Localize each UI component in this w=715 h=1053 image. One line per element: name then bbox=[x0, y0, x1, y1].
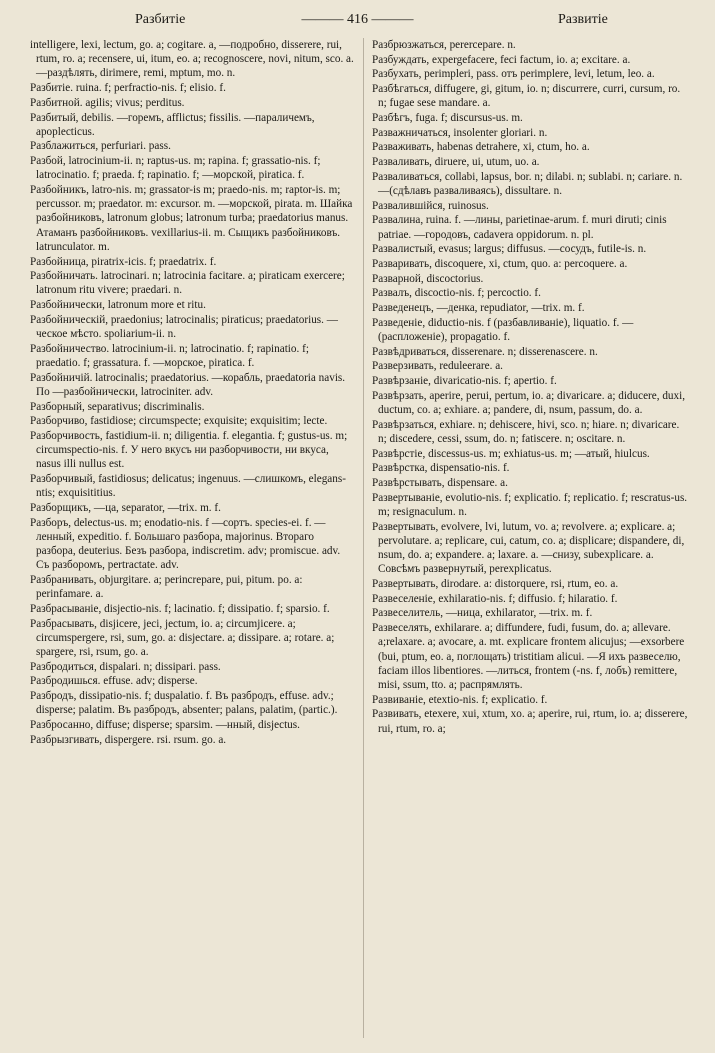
dictionary-entry: Разваривать, discoquere, xi, ctum, quo. a: percoquere. a. bbox=[372, 258, 628, 271]
dictionary-entry: Разборщикъ, —ца, separator, —trix. m. f. bbox=[30, 502, 221, 514]
dictionary-entry: Развалившійся, ruinosus. bbox=[372, 199, 489, 212]
dictionary-entry: Разбитый, debilis. —горемъ, afflictus; fissilis. —параличемъ, apoplecticus. bbox=[30, 111, 315, 138]
dictionary-entry: Разборчиво, fastidiose; circumspecte; exquisite; exquisitim; lecte. bbox=[30, 415, 328, 428]
dictionary-entry: Разваживать, habenas detrahere, xi, ctum, ho. a. bbox=[372, 141, 590, 154]
dictionary-entry: Разверзивать, reduleerare. a. bbox=[372, 360, 503, 373]
dictionary-entry: Развеселитель, —ница, exhilarator, —trix. m. f. bbox=[372, 607, 593, 620]
dictionary-entry: Разбойница, piratrix-icis. f; praedatrix. f. bbox=[30, 255, 217, 268]
dictionary-entry: Разборъ, delectus-us. m; enodatio-nis. f —сортъ. species-ei. f. —ленный, expeditio. f. Большаго разбора, majorinus. Втораго разбора, deuterius. Безъ разбора, indiscretim. adv; promiscue. adv. Съ разборомъ, pertractate. adv. bbox=[30, 516, 341, 572]
dictionary-entry: Разбойничать. latrocinari. n; latrocinia facitare. a; piraticam exercere; latronum ritu vivere; praedari. n. bbox=[30, 270, 345, 297]
dictionary-entry: Разбродиться, dispalari. n; dissipari. pass. bbox=[30, 660, 221, 673]
dictionary-entry: Разблажиться, perfuriari. pass. bbox=[30, 140, 171, 153]
dictionary-entry: Развалъ, discoctio-nis. f; percoctio. f. bbox=[372, 287, 541, 300]
dictionary-entry: Развалина, ruina. f. —лины, parietinae-arum. f. muri diruti; cinis patriae. —городовъ, cadavera oppidorum. n. pl. bbox=[372, 214, 667, 241]
dictionary-entry: Разведеніе, diductio-nis. f (разбавливаніе), liquatio. f. —(распложеніе), propagatio. f. bbox=[372, 316, 634, 344]
dictionary-entry: intelligere, lexi, lectum, go. a; cogitare. a, —подробно, disserere, rui, rtum, ro. a; recensere, ui, itum, eo. a; recognoscere, novi, nitum, sco. a. —раздѣлять, dirimere, remi, mptum, mo. n. bbox=[30, 39, 354, 80]
dictionary-entry: Разбродишься. effuse. adv; disperse. bbox=[30, 675, 198, 688]
page-number: ——— 416 ——— bbox=[301, 12, 414, 27]
left-column bbox=[30, 38, 355, 1043]
dictionary-entry: Развертывать, dirodare. a: distorquere, rsi, rtum, eo. a. bbox=[372, 578, 619, 591]
dictionary-entry: Разбрасываніе, disjectio-nis. f; lacinatio. f; dissipatio. f; sparsio. f. bbox=[30, 602, 330, 615]
dictionary-entry: Развеселять, exhilarare. a; diffundere, fudi, fusum, do. a; allevare. a;relaxare. a; avocare, a. mt. explicare frontem alicujus; —exsorbere (bui, ptum, eo. a, поглощать) tristitiam alicui. —Я ихъ развеселю, faciam illos libentiores. —литься, frontem (-ns. f, лобъ) remittere, misi, ssum, tto. a; распрямлять. bbox=[372, 622, 685, 691]
dictionary-entry: Разведенецъ, —денка, repudiator, —trix. m. f. bbox=[372, 302, 585, 315]
dictionary-entry: Развалистый, evasus; largus; diffusus. —сосудъ, futile-is. n. bbox=[372, 243, 647, 256]
dictionary-entry: Развертываніе, evolutio-nis. f; explicatio. f; replicatio. f; rescratus-us. m; resignaculum. n. bbox=[372, 491, 688, 518]
dictionary-entry: Развивать, etexere, xui, xtum, xo. a; aperire, rui, rtum, io. a; disserere, rui, rtum, ro. a; bbox=[372, 708, 688, 735]
dictionary-entry: Развѣдриваться, disserenare. n; disserenascere. n. bbox=[372, 345, 598, 358]
dictionary-entry: Разбойническій, praedonius; latrocinalis; piraticus; praedatorius. —ческое мѣсто. spoliarium-ii. n. bbox=[30, 313, 338, 341]
page-header bbox=[0, 12, 715, 34]
dictionary-entry: Разбой, latrocinium-ii. n; raptus-us. m; rapina. f; grassatio-nis. f; latrocinatio. f; praeda. f; rapinatio. f; —морской, piratica. f. bbox=[30, 155, 321, 182]
dictionary-entry: Разбойничество. latrocinium-ii. n; latrocinatio. f; rapinatio. f; praedatio. f; grassatura. f. —морское, piratica. f. bbox=[30, 342, 309, 369]
dictionary-entry: Развѣрзаться, exhiare. n; dehiscere, hivi, sco. n; hiare. n; divaricare. n; discedere, cessi, ssum, do. n; fatiscere. n; oscitare. n. bbox=[372, 418, 680, 445]
dictionary-entry: Разбитіе. ruina. f; perfractio-nis. f; elisio. f. bbox=[30, 82, 226, 95]
dictionary-entry: Разваливаться, collabi, lapsus, bor. n; dilabi. n; sublabi. n; cariare. n. —(сдѣлавъ разваливаясь), dissultare. n. bbox=[372, 170, 683, 198]
dictionary-entry: Разборчивость, fastidium-ii. n; diligentia. f. elegantia. f; gustus-us. m; circumspectio-nis. f. У него вкусъ ни разборчивости, ни вкуса, nasus illi nullus est. bbox=[30, 429, 348, 471]
dictionary-entry: Разбойнически, latronum more et ritu. bbox=[30, 299, 206, 312]
right-column bbox=[372, 38, 690, 1043]
dictionary-entry: Разбранивать, objurgitare. a; perincrepare, pui, pitum. po. a: perinfamare. a. bbox=[30, 574, 303, 601]
dictionary-entry: Разбойникъ, latro-nis. m; grassator-is m; praedo-nis. m; raptor-is. m; percussor. m; praedator. m: excursor. m. —морской, pirata. m. Шайка разбойниковъ, latronum globus; latronum turba; praedatorius manus. Атаманъ разбойниковъ. vexillarius-ii. m. Сыщикъ разбойниковъ. latrunculator. m. bbox=[30, 184, 353, 253]
dictionary-entry: Развѣрстывать, dispensare. a. bbox=[372, 477, 508, 490]
dictionary-entry: Развѣрстка, dispensatio-nis. f. bbox=[372, 462, 510, 475]
dictionary-entry: Разварной, discoctorius. bbox=[372, 272, 484, 285]
dictionary-entry: Разбѣгаться, diffugere, gi, gitum, io. n; discurrere, curri, cursum, ro. n; fugae sese mandare. a. bbox=[372, 83, 681, 110]
dictionary-entry: Разбѣгъ, fuga. f; discursus-us. m. bbox=[372, 112, 523, 125]
dictionary-entry: Разбуждать, expergefacere, feci factum, io. a; excitare. a. bbox=[372, 53, 631, 66]
dictionary-entry: Развеселеніе, exhilaratio-nis. f; diffusio. f; hilaratio. f. bbox=[372, 592, 618, 605]
dictionary-entry: Разваливать, diruere, ui, utum, uo. a. bbox=[372, 156, 540, 169]
dictionary-entry: Разбродъ, dissipatio-nis. f; duspalatio. f. Въ разбродъ, effuse. adv.; disperse; palatim. Въ разбродъ, absenter; palans, palatim, (partic.). bbox=[30, 690, 338, 717]
dictionary-entry: Развѣрзать, aperire, perui, pertum, io. a; divaricare. a; diducere, duxi, ductum, co. a; exhiare. a; pandere, di, nsum, passum, do. a. bbox=[372, 389, 686, 417]
dictionary-entry: Разбрызгивать, dispergere. rsi. rsum. go. a. bbox=[30, 733, 227, 746]
dictionary-entry: Развѣрзаніе, divaricatio-nis. f; apertio. f. bbox=[372, 375, 557, 388]
dictionary-entry: Разбрюзжаться, perercepare. n. bbox=[372, 39, 516, 51]
column-divider bbox=[363, 38, 364, 1038]
dictionary-entry: Разбросанно, diffuse; disperse; sparsim. —нный, disjectus. bbox=[30, 719, 300, 732]
header-left-word: Разбитіе bbox=[135, 12, 186, 27]
dictionary-entry: Разбухать, perimpleri, pass. отъ perimplere, levi, letum, leo. a. bbox=[372, 68, 655, 81]
dictionary-entry: Разборчивый, fastidiosus; delicatus; ingenuus. —слишкомъ, elegans-ntis; exquisititius. bbox=[30, 473, 346, 500]
dictionary-entry: Разбойничій. latrocinalis; praedatorius. —корабль, praedatoria navis. По —разбойнически, latrociniter. adv. bbox=[30, 371, 346, 398]
dictionary-entry: Разборный, separativus; discriminalis. bbox=[30, 400, 205, 413]
dictionary-entry: Разбрасывать, disjicere, jeci, jectum, io. a; circumjicere. a; circumspergere, rsi, sum, go. a: disjectare. a; dissipare. a; rotare. a; spargere, rsi, rsum, go. a. bbox=[30, 617, 335, 659]
dictionary-entry: Разважничаться, insolenter gloriari. n. bbox=[372, 126, 548, 139]
dictionary-entry: Развиваніе, etextio-nis. f; explicatio. f. bbox=[372, 693, 548, 706]
dictionary-entry: Развертывать, evolvere, lvi, lutum, vo. a; revolvere. a; explicare. a; pervolutare. a; replicare, cui, catum, co. a; displicare; dispandere, di, nsum, do. a; expandere. a; laxare. a. —снизу, subexplicare. a. Совсѣмъ развернутый, perexplicatus. bbox=[372, 520, 685, 576]
dictionary-entry: Развѣрстіе, discessus-us. m; exhiatus-us. m; —атый, hiulcus. bbox=[372, 447, 650, 460]
dictionary-entry: Разбитной. agilis; vivus; perditus. bbox=[30, 96, 185, 109]
header-right-word: Развитіе bbox=[558, 12, 608, 27]
